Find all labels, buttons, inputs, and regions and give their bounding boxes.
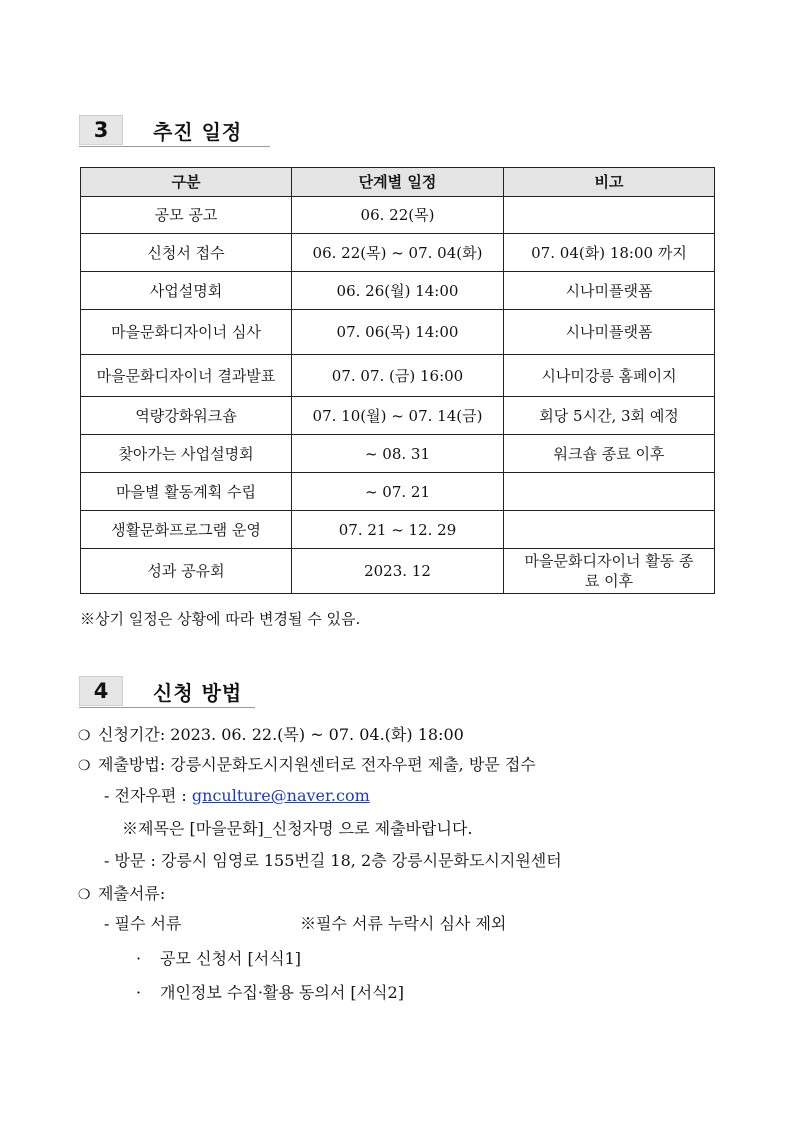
row-remarks [504, 473, 715, 511]
row-category: 마을문화디자이너 심사 [81, 310, 292, 355]
dot-bullet-icon: · [136, 983, 142, 1002]
section-underline [79, 707, 255, 708]
table-row [81, 310, 715, 355]
subject-note: ※제목은 [마을문화]_신청자명 으로 제출바랍니다. [122, 819, 473, 838]
row-schedule: 07. 21 ~ 12. 29 [292, 511, 504, 549]
table-row [81, 549, 715, 594]
row-category: 역량강화워크숍 [81, 397, 292, 435]
row-schedule: ~ 08. 31 [292, 435, 504, 473]
row-remarks: 시나미플랫폼 [504, 272, 715, 310]
row-schedule: 07. 10(월) ~ 07. 14(금) [292, 397, 504, 435]
row-category: 사업설명회 [81, 272, 292, 310]
section-title: 신청 방법 [153, 680, 243, 705]
method-line [78, 752, 536, 775]
section-title: 추진 일정 [153, 119, 243, 144]
header-schedule: 단계별 일정 [292, 168, 504, 197]
dot-bullet-icon: · [136, 949, 142, 968]
row-category: 마을문화디자이너 결과발표 [81, 355, 292, 397]
table-row [81, 397, 715, 435]
method-text: 제출방법: 강릉시문화도시지원센터로 전자우편 제출, 방문 접수 [98, 755, 536, 774]
header-category: 구분 [81, 168, 292, 197]
required-docs-label: - 필수 서류 [104, 914, 182, 933]
email-link[interactable]: gnculture@naver.com [191, 786, 370, 805]
schedule-note: ※상기 일정은 상황에 따라 변경될 수 있음. [80, 610, 361, 628]
row-schedule: 06. 22(목) [292, 197, 504, 234]
row-schedule: 06. 26(월) 14:00 [292, 272, 504, 310]
table-header-row [81, 168, 715, 197]
row-schedule: 07. 06(목) 14:00 [292, 310, 504, 355]
row-remarks: 시나미강릉 홈페이지 [504, 355, 715, 397]
header-remarks: 비고 [504, 168, 715, 197]
period-text: 신청기간: 2023. 06. 22.(목) ~ 07. 04.(화) 18:00 [98, 725, 464, 744]
section-number: 3 [79, 115, 123, 145]
table-row [81, 473, 715, 511]
form2-item [136, 980, 404, 1003]
row-remarks: 워크숍 종료 이후 [504, 435, 715, 473]
row-category: 마을별 활동계획 수립 [81, 473, 292, 511]
row-schedule: 2023. 12 [292, 549, 504, 594]
row-remarks: 07. 04(화) 18:00 까지 [504, 234, 715, 272]
table-row [81, 511, 715, 549]
section-3-heading [79, 115, 242, 145]
table-row [81, 234, 715, 272]
table-row [81, 272, 715, 310]
row-category: 공모 공고 [81, 197, 292, 234]
circle-bullet-icon: ❍ [78, 887, 91, 903]
table-row [81, 435, 715, 473]
row-category: 신청서 접수 [81, 234, 292, 272]
email-line [104, 783, 370, 806]
email-label: - 전자우편 : [104, 786, 192, 805]
row-remarks [504, 511, 715, 549]
section-4-heading [79, 676, 242, 706]
circle-bullet-icon: ❍ [78, 728, 91, 744]
form1-text: 공모 신청서 [서식1] [160, 949, 302, 968]
period-line [78, 722, 464, 745]
circle-bullet-icon: ❍ [78, 758, 91, 774]
form2-text: 개인정보 수집·활용 동의서 [서식2] [160, 983, 404, 1002]
table-row [81, 355, 715, 397]
row-schedule: 07. 07. (금) 16:00 [292, 355, 504, 397]
section-underline [79, 146, 270, 147]
section-number: 4 [79, 676, 123, 706]
row-remarks: 회당 5시간, 3회 예정 [504, 397, 715, 435]
row-category: 성과 공유회 [81, 549, 292, 594]
table-row [81, 197, 715, 234]
schedule-table [80, 167, 715, 594]
row-remarks [504, 197, 715, 234]
visit-line: - 방문 : 강릉시 임영로 155번길 18, 2층 강릉시문화도시지원센터 [104, 851, 562, 870]
row-remarks: 마을문화디자이너 활동 종료 이후 [504, 549, 715, 594]
row-remarks: 시나미플랫폼 [504, 310, 715, 355]
documents-line [78, 881, 165, 904]
row-category: 생활문화프로그램 운영 [81, 511, 292, 549]
row-category: 찾아가는 사업설명회 [81, 435, 292, 473]
required-docs-note: ※필수 서류 누락시 심사 제외 [300, 914, 507, 933]
row-schedule: ~ 07. 21 [292, 473, 504, 511]
form1-item [136, 946, 301, 969]
documents-text: 제출서류: [98, 884, 166, 903]
row-schedule: 06. 22(목) ~ 07. 04(화) [292, 234, 504, 272]
